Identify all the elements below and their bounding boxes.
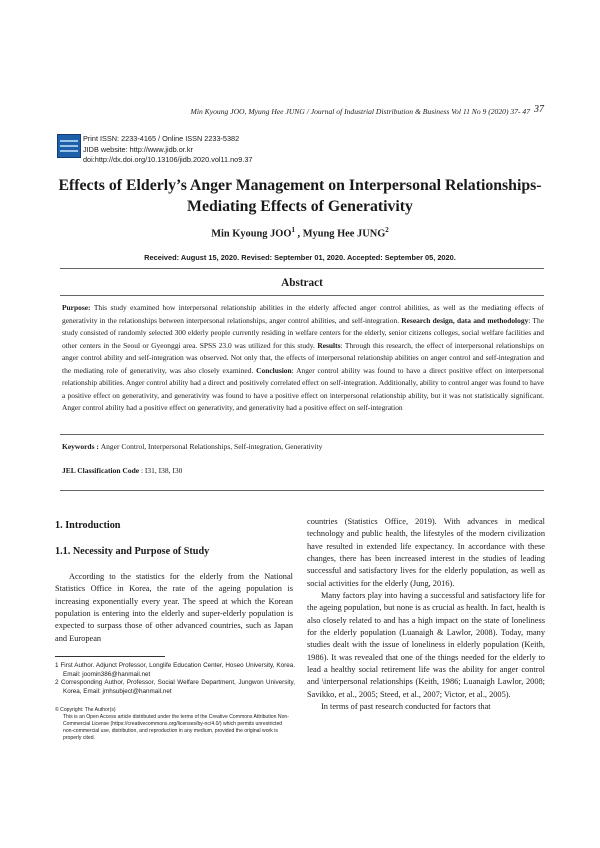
jel-text: : I31, I38, I30 <box>139 466 183 475</box>
journal-logo-icon <box>57 134 81 158</box>
conclusion-text: : Anger control ability was found to have a direct positive effect on interpersonal relationship abilities. Anger control ability had a direct and positively correlated effect on self-integration. Additionally, ability to control anger was found to have a positive effect on generativity, and generativity was found to have a positive effect on interpersonal relationship ability, but it was not statistically significant. Anger control ability had a positive effect on generativity, and generativity had a positive effect on self-integration <box>62 365 544 413</box>
keywords-label: Keywords : <box>62 442 101 451</box>
results-label: Results <box>317 340 341 350</box>
subsection-heading: 1.1. Necessity and Purpose of Study <box>55 546 210 557</box>
authors <box>40 226 560 239</box>
abstract-bottom-rule <box>60 434 544 435</box>
author-1-mark: 1 <box>291 226 295 234</box>
jel-codes <box>62 466 544 475</box>
doi-line: doi:http://dx.doi.org/10.13106/jidb.2020.vol11.no9.37 <box>83 155 253 164</box>
right-column-body <box>307 516 545 714</box>
keywords <box>62 442 544 451</box>
author-1: Min Kyoung JOO <box>211 228 292 240</box>
author-separator: , <box>294 228 303 240</box>
footnote-rule <box>55 656 165 657</box>
results-text: : Through this research, the effect of interpersonal relationships on anger control ability and self-integration was observed. Not only that, the effects of interpersonal relationship abilities on anger control and self-integration and the mediating role of generativity, was also closely examined. <box>62 340 545 375</box>
copyright-notice <box>55 707 293 742</box>
running-head: Min Kyoung JOO, Myung Hee JUNG / Journal of Industrial Distribution & Business Vol 11 No 9 (2020) 37- 47 <box>190 107 530 116</box>
left-column-body <box>55 571 293 645</box>
abstract-heading-rule <box>60 295 544 296</box>
footnote-1: 1 First Author. Adjunct Professor, Longlife Education Center, Hoseo University, Korea. Email: joomin386@hanmail.net <box>55 662 295 678</box>
title-line-1: Effects of Elderly’s Anger Management on Interpersonal Relationships- <box>58 177 542 194</box>
purpose-text: This study examined how interpersonal relationship abilities in the elderly affected anger control abilities, as well as the mediating effects of generativity in the relationships between interpersonal relationships, anger control abilities, and self-integration. <box>62 303 544 325</box>
section-number: 1 <box>55 520 61 531</box>
design-label: Research design, data and methodology <box>401 315 529 325</box>
author-2-mark: 2 <box>385 226 389 234</box>
design-text: : The study consisted of randomly selected 300 elderly people currently residing in welfare centers for the elderly, senior citizens colleges, social welfare facilities and other centers in the Seoul or Gyeonggi area. SPSS 23.0 was utilized for this study. <box>62 315 544 350</box>
title-line-2: Mediating Effects of Generativity <box>187 198 413 215</box>
paragraph: According to the statistics for the elderly from the National Statistics Office in Korea, the rate of the ageing population is increasing exponentially every year. The speed at which the Korean population is entering into the elderly and super-elderly population is expected to surpass those of other advanced countries, such as Japan and European <box>55 572 293 643</box>
jel-label: JEL Classification Code <box>62 466 140 475</box>
abstract-body <box>62 302 544 415</box>
abstract-top-rule <box>60 268 544 269</box>
issn-line: Print ISSN: 2233-4165 / Online ISSN 2233-5382 <box>83 134 240 143</box>
page-number: 37 <box>534 104 544 115</box>
conclusion-label: Conclusion <box>256 365 292 375</box>
paragraph: In terms of past research conducted for factors that <box>321 702 491 712</box>
journal-info <box>83 134 252 166</box>
received-dates: Received: August 15, 2020. Revised: September 01, 2020. Accepted: September 05, 2020. <box>144 253 456 262</box>
license-text: This is an Open Access article distributed under the terms of the Creative Commons Attribution Non-Commercial License (https://creativecommons.org/licenses/by-nc/4.0/) which permits unrestricted non-commercial use, distribution, and reproduction in any medium, provided the original work is properly cited. <box>63 713 289 741</box>
section-title: . Introduction <box>60 520 121 531</box>
paragraph: Many factors play into having a successful and satisfactory life for the ageing population, but none is as crucial as health. In fact, health is also closely related to and has a high impact on the state of loneliness for the elderly population (Luanaigh & Lawlor, 2008). Today, many studies dealt with the issue of loneliness in elderly population (Keith, 1986). It was revealed that one of the things needed for the elderly to lead a healthy social retirement life was the ability for anger control and \interpersonal relationships (Keith, 1986; Luanaigh Lawlor, 2008; Savikko, et al., 2005; Steed, et al., 2007; Victor, et al., 2005). <box>307 591 545 699</box>
keywords-text: Anger Control, Interpersonal Relationships, Self-integration, Generativity <box>100 442 323 451</box>
footnote-2: 2 Corresponding Author, Professor, Social Welfare Department, Jungwon University, Korea, Email: jmhsubject@hanmail.net <box>55 679 295 696</box>
author-2: Myung Hee JUNG <box>302 228 386 240</box>
purpose-label: Purpose: <box>62 303 91 312</box>
abstract-heading: Abstract <box>281 277 323 289</box>
copyright-line: © Copyright: The Author(s) <box>55 707 116 713</box>
paper-title <box>40 175 560 217</box>
website-line: JIDB website: http://www.jidb.or.kr <box>83 144 193 154</box>
jel-rule <box>60 490 544 491</box>
footnotes <box>55 662 295 697</box>
section-heading-introduction <box>55 520 293 531</box>
paragraph: countries (Statistics Office, 2019). With advances in medical technology and public health, the lifestyles of the modern civilization have resulted in extended life expectancy. In accordance with these changes, there has been increased interest in the studies of leading successful and satisfactory lives for the elderly population, as well as social activities for the elderly (Jung, 2016). <box>307 517 545 588</box>
